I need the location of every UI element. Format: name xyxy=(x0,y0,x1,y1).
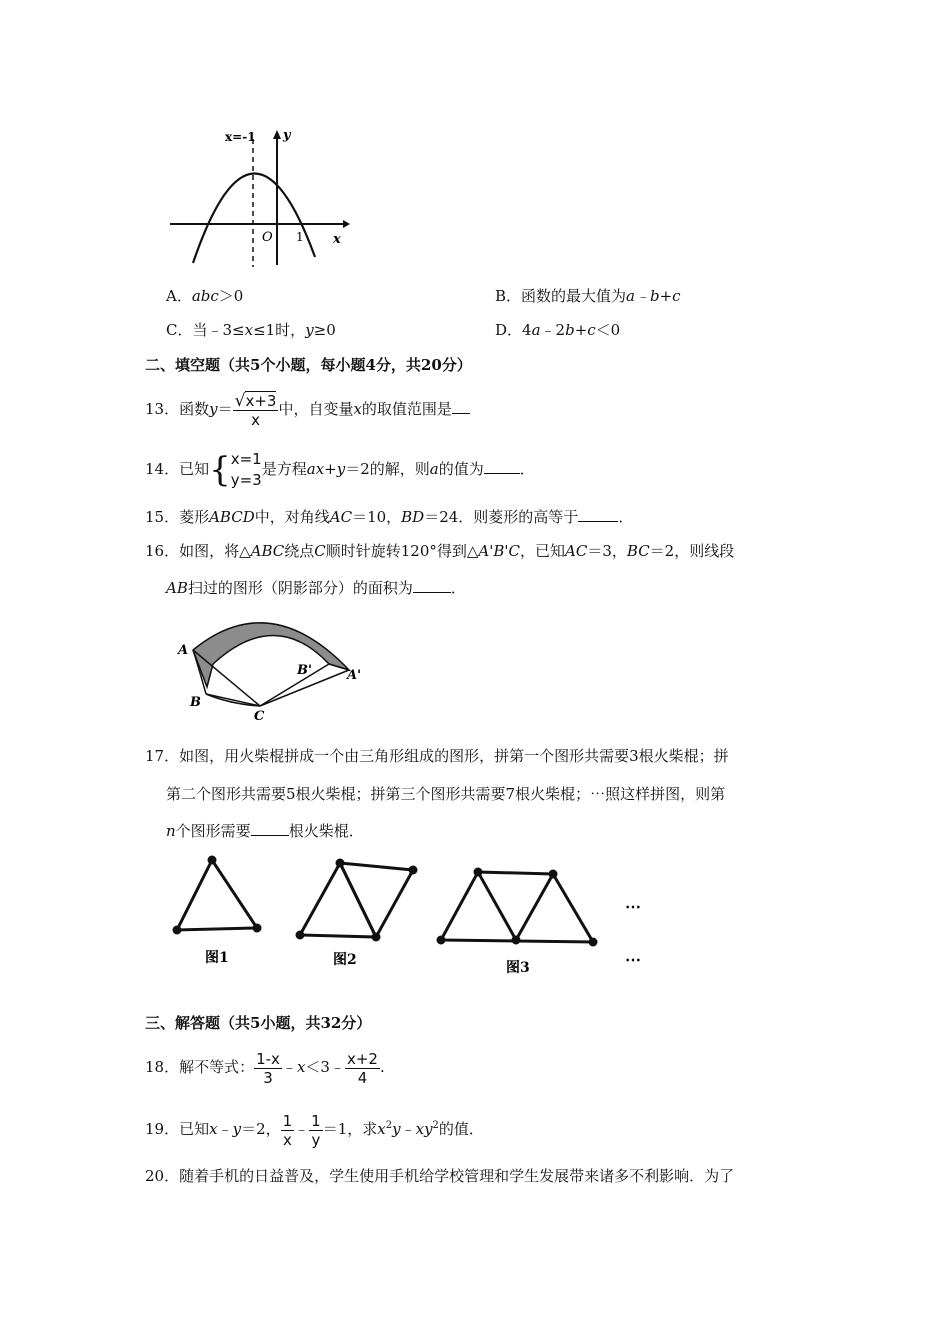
rotation-figure xyxy=(175,612,375,724)
parabola-curve xyxy=(193,173,315,263)
option-d: D．4a﹣2b+c＜0 xyxy=(495,321,621,339)
q19-fraction-2: $\frac{1}{y}$ xyxy=(311,1111,321,1149)
q16-blank xyxy=(413,578,451,593)
section-2-heading: 二、填空题（共5个小题，每小题4分，共20分） xyxy=(145,356,472,374)
ellipsis-1: ⋯ xyxy=(625,897,641,916)
ellipsis-2: ⋯ xyxy=(625,950,641,969)
segment-cb2 xyxy=(260,664,329,706)
question-16-line1: 16．如图，将△ABC绕点C顺时针旋转120°得到△A'B'C，已知AC＝3，BC＝2，则线段 xyxy=(145,542,735,560)
q19-fraction-1: $\frac{1}{x}$ xyxy=(282,1111,293,1149)
question-17-line3: n个图形需要 根火柴棍． xyxy=(166,822,364,840)
q18-fraction-2: $\frac{x+2}{4}$ xyxy=(346,1049,378,1087)
shaded-region xyxy=(193,623,349,687)
question-19: 19．已知x﹣y＝2， $\frac{1}{x}$ ﹣ $\frac{1}{y}$ ＝1，求$x^2y﹣xy^2$的值． xyxy=(145,1111,484,1149)
question-16-line2: AB扫过的图形（阴影部分）的面积为 ． xyxy=(166,579,466,597)
q17-blank xyxy=(251,821,289,836)
option-a: A．abc＞0 xyxy=(166,287,244,305)
parabola-graph xyxy=(165,125,350,270)
label-figure2: 图2 xyxy=(333,952,357,968)
label-origin: O xyxy=(262,230,273,245)
figure3-triangles xyxy=(441,872,593,942)
point-a-prime: A' xyxy=(347,668,362,683)
label-x-eq: x=-1 xyxy=(225,130,256,144)
question-17-line2: 第二个图形共需要5根火柴棍；拼第三个图形共需要7根火柴棍；⋯照这样拼图，则第 xyxy=(166,785,726,803)
q13-blank xyxy=(452,399,470,414)
q14-blank xyxy=(484,459,520,474)
matchstick-figures xyxy=(165,850,655,980)
q14-system: x=1 y=3 xyxy=(230,450,262,489)
label-figure3: 图3 xyxy=(506,960,530,976)
point-c: C xyxy=(254,709,265,724)
q14-brace: { xyxy=(209,450,231,490)
section-3-heading: 三、解答题（共5小题，共32分） xyxy=(145,1014,372,1032)
question-14: 14．已知{ x=1 y=3 是方程ax+y＝2的解，则a的值为 ． xyxy=(145,450,535,490)
figure1-triangle xyxy=(177,860,257,930)
label-x: x xyxy=(333,232,341,247)
q15-blank xyxy=(578,507,618,522)
option-c: C．当﹣3≤x≤1时，y≥0 xyxy=(166,321,336,339)
label-figure1: 图1 xyxy=(205,950,229,966)
label-y: y xyxy=(283,128,291,143)
point-a: A xyxy=(178,643,189,658)
figure2-triangle2 xyxy=(340,863,413,937)
point-b-prime: B' xyxy=(297,663,312,678)
figure2-triangle1 xyxy=(300,863,376,937)
option-b: B．函数的最大值为a﹣b+c xyxy=(495,287,681,305)
question-17-line1: 17．如图，用火柴棍拼成一个由三角形组成的图形，拼第一个图形共需要3根火柴棍；拼 xyxy=(145,747,729,765)
point-b: B xyxy=(190,695,201,710)
q13-fraction: $\frac{√x+3}{x}$ xyxy=(234,390,277,429)
q18-fraction-1: $\frac{1-x}{3}$ xyxy=(256,1049,280,1087)
question-15: 15．菱形ABCD中，对角线AC＝10，BD＝24．则菱形的高等于 ． xyxy=(145,508,634,526)
x-axis-arrow xyxy=(343,220,350,228)
label-one: 1 xyxy=(296,230,304,244)
y-axis-arrow xyxy=(273,130,281,139)
question-13: 13．函数y＝ $\frac{√x+3}{x}$ 中，自变量x的取值范围是 xyxy=(145,388,470,430)
question-18: 18．解不等式： $\frac{1-x}{3}$ ﹣x＜3﹣ $\frac{x+2}{4}$ . xyxy=(145,1049,385,1087)
question-20: 20．随着手机的日益普及，学生使用手机给学校管理和学生发展带来诸多不利影响．为了 xyxy=(145,1167,735,1185)
